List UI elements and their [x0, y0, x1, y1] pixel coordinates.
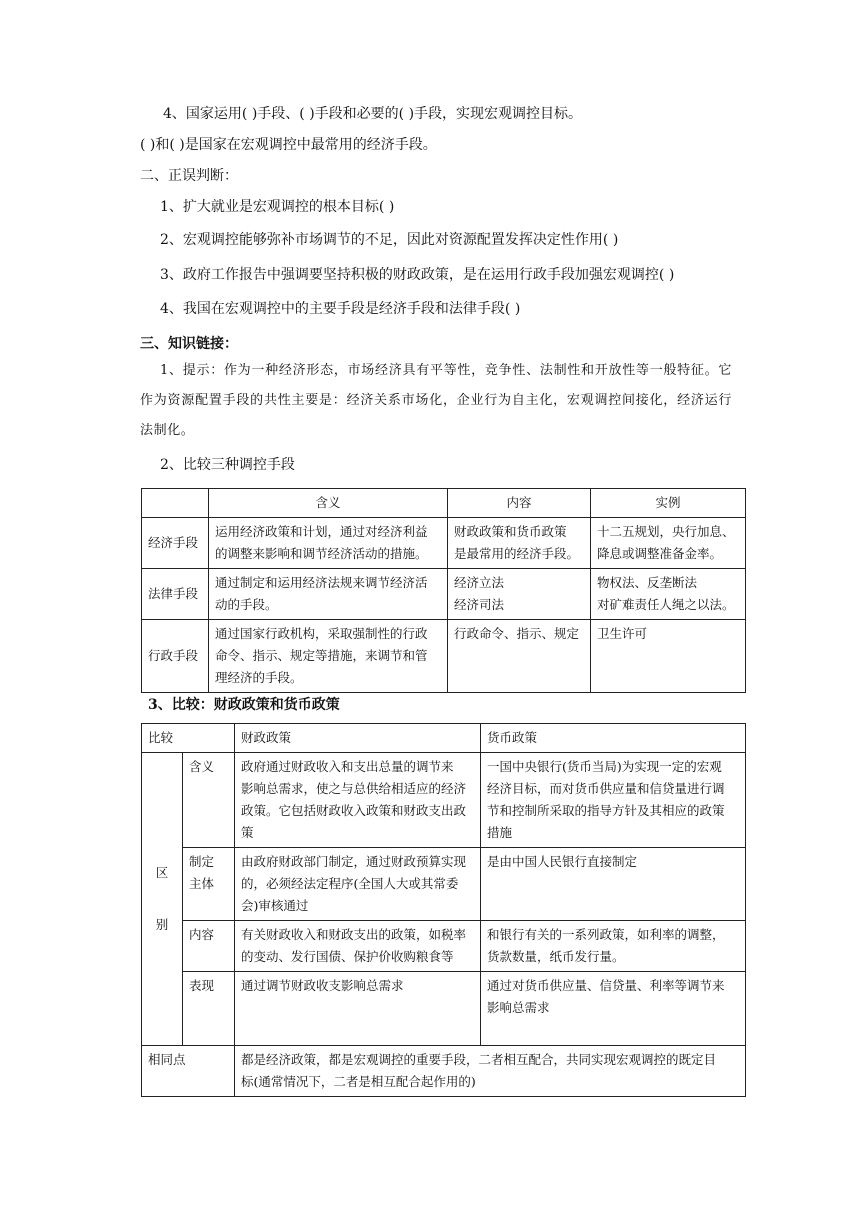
example-cell: 卫生许可 [591, 620, 746, 693]
judge-item-1: 1、扩大就业是宏观调控的根本目标( ) [160, 199, 395, 215]
table-row [142, 620, 746, 693]
judge-item-3: 3、政府工作报告中强调要坚持积极的财政政策，是在运用行政手段加强宏观调控( ) [160, 267, 675, 283]
monetary-cell: 通过对货币供应量、信贷量、利率等调节来 影响总需求 [481, 972, 746, 1046]
section-3-heading: 三、知识链接： [140, 336, 238, 352]
table-row [142, 921, 746, 972]
fiscal-cell: 政府通过财政收入和支出总量的调节来 影响总需求，使之与总供给相适应的经济 政策。它包括财政收入政策和财政支出政 策 [235, 753, 481, 848]
row-label: 含义 [183, 753, 235, 848]
row-label: 制定 主体 [183, 848, 235, 921]
section-2-heading: 二、正误判断： [140, 168, 238, 184]
compare-title-1: 2、比较三种调控手段 [160, 457, 295, 473]
question-4-line1: 4、国家运用( )手段、( )手段和必要的( )手段，实现宏观调控目标。 [163, 106, 583, 122]
monetary-cell: 是由中国人民银行直接制定 [481, 848, 746, 921]
row-label: 内容 [183, 921, 235, 972]
row-label: 表现 [183, 972, 235, 1046]
table-row [142, 848, 746, 921]
monetary-cell: 一国中央银行(货币当局)为实现一定的宏观 经济目标，而对货币供应量和信贷量进行调 节和控制所采取的指导方针及其相应的政策 措施 [481, 753, 746, 848]
table-header-cell: 货币政策 [481, 724, 746, 753]
tip-paragraph: 1、提示：作为一种经济形态，市场经济具有平等性，竞争性、法制性和开放性等一般特征。它作为资源配置手段的共性主要是：经济关系市场化，企业行为自主化，宏观调控间接化，经济运行法制化。 [140, 363, 732, 438]
meaning-cell: 通过国家行政机构，采取强制性的行政 命令、指示、规定等措施，来调节和管 理经济的手段。 [209, 620, 448, 693]
table-header-cell [142, 489, 209, 518]
row-label: 经济手段 [142, 518, 209, 569]
table-header-row [142, 724, 746, 753]
row-label: 行政手段 [142, 620, 209, 693]
table-header-row [142, 489, 746, 518]
table-row [142, 569, 746, 620]
content-cell: 财政政策和货币政策 是最常用的经济手段。 [448, 518, 591, 569]
fiscal-cell: 通过调节财政收支影响总需求 [235, 972, 481, 1046]
meaning-cell: 通过制定和运用经济法规来调节经济活 动的手段。 [209, 569, 448, 620]
three-means-table [141, 488, 746, 693]
table-row [142, 753, 746, 848]
compare-title-2: 3、比较：财政政策和货币政策 [148, 697, 340, 713]
fiscal-monetary-table [141, 723, 746, 1097]
table-header-cell: 比较 [142, 724, 235, 753]
row-label: 法律手段 [142, 569, 209, 620]
content-cell: 行政命令、指示、规定 [448, 620, 591, 693]
table-header-cell: 内容 [448, 489, 591, 518]
example-cell: 十二五规划，央行加息、 降息或调整准备金率。 [591, 518, 746, 569]
table-header-cell: 含义 [209, 489, 448, 518]
meaning-cell: 运用经济政策和计划，通过对经济利益 的调整来影响和调节经济活动的措施。 [209, 518, 448, 569]
table-header-cell: 实例 [591, 489, 746, 518]
difference-label: 区 别 [142, 753, 183, 1046]
monetary-cell: 和银行有关的一系列政策，如利率的调整， 货款数量，纸币发行量。 [481, 921, 746, 972]
table-row [142, 972, 746, 1046]
table-row [142, 518, 746, 569]
judge-item-4: 4、我国在宏观调控中的主要手段是经济手段和法律手段( ) [160, 301, 521, 317]
example-cell: 物权法、反垄断法 对矿难责任人绳之以法。 [591, 569, 746, 620]
content-cell: 经济立法 经济司法 [448, 569, 591, 620]
fiscal-cell: 由政府财政部门制定，通过财政预算实现 的，必须经法定程序(全国人大或其常委 会)审核通过 [235, 848, 481, 921]
question-4-line2: ( )和( )是国家在宏观调控中最常用的经济手段。 [140, 137, 437, 153]
row-label: 相同点 [142, 1046, 235, 1097]
fiscal-cell: 有关财政收入和财政支出的政策，如税率 的变动、发行国债、保护价收购粮食等 [235, 921, 481, 972]
table-header-cell: 财政政策 [235, 724, 481, 753]
judge-item-2: 2、宏观调控能够弥补市场调节的不足，因此对资源配置发挥决定性作用( ) [160, 232, 619, 248]
same-point-cell: 都是经济政策，都是宏观调控的重要手段，二者相互配合，共同实现宏观调控的既定目 标(通常情况下，二者是相互配合起作用的) [235, 1046, 746, 1097]
table-row [142, 1046, 746, 1097]
